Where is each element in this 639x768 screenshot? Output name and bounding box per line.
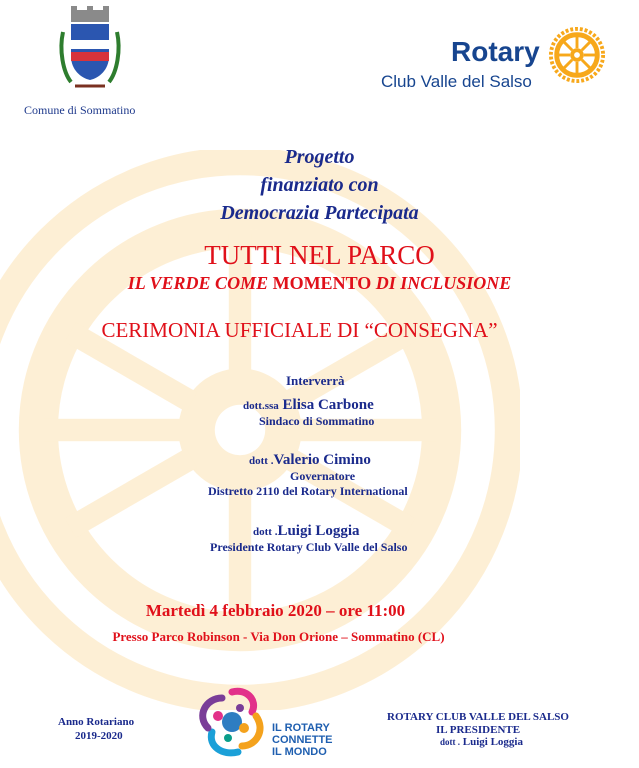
speaker-1-title: dott.ssa	[243, 400, 279, 412]
speaker-3-role: Presidente Rotary Club Valle del Salso	[210, 540, 408, 554]
project-line-1: Progetto	[284, 146, 355, 168]
motto-line-2: CONNETTE	[272, 734, 333, 746]
project-line-2: finanziato con	[260, 174, 379, 196]
speaker-2-role-2: Distretto 2110 del Rotary International	[208, 484, 408, 498]
rotary-wheel-icon	[548, 26, 606, 84]
subtitle-part-2: MOMENTO	[268, 273, 376, 293]
ceremony-heading: CERIMONIA UFFICIALE DI “CONSEGNA”	[101, 318, 498, 342]
speakers-intro: Interverrà	[286, 373, 345, 388]
signature-club: ROTARY CLUB VALLE DEL SALSO	[387, 711, 569, 723]
rotary-wordmark: Rotary	[451, 36, 540, 67]
signature-role: IL PRESIDENTE	[436, 724, 521, 736]
event-venue: Presso Parco Robinson - Via Don Orione – Sommatino (CL)	[112, 629, 445, 644]
speaker-3-name: Luigi Loggia	[277, 523, 360, 539]
speaker-3-title: dott .	[253, 526, 278, 538]
rotary-theme-motif-icon	[194, 686, 270, 758]
anno-label: Anno Rotariano	[58, 716, 135, 728]
speaker-1-name: Elisa Carbone	[282, 397, 374, 413]
speaker-3	[253, 523, 360, 540]
speaker-2-role-1: Governatore	[290, 469, 356, 483]
motto-line-1: IL ROTARY	[272, 722, 330, 734]
subtitle-part-1: IL VERDE COME	[127, 273, 269, 293]
speaker-2-title: dott .	[249, 455, 274, 467]
club-name: Club Valle del Salso	[381, 72, 532, 91]
subtitle-part-3: DI INCLUSIONE	[375, 273, 512, 293]
comune-label: Comune di Sommatino	[24, 103, 136, 117]
anno-years: 2019-2020	[75, 730, 123, 742]
signature-name: Luigi Loggia	[462, 736, 523, 748]
speaker-1	[243, 397, 374, 414]
speaker-1-role: Sindaco di Sommatino	[259, 414, 375, 428]
municipal-crest-icon	[57, 6, 123, 92]
signature-name-line	[440, 736, 523, 748]
project-line-3: Democrazia Partecipata	[220, 202, 419, 224]
event-subtitle	[0, 273, 639, 294]
motto-text	[272, 722, 333, 758]
speaker-2-name: Valerio Cimino	[273, 452, 371, 468]
signature-title: dott .	[440, 737, 460, 747]
speaker-2	[249, 452, 371, 469]
rotary-wheel-watermark	[0, 150, 520, 710]
event-title: TUTTI NEL PARCO	[204, 240, 435, 270]
event-date: Martedì 4 febbraio 2020 – ore 11:00	[145, 601, 406, 620]
motto-line-3: IL MONDO	[272, 746, 327, 758]
